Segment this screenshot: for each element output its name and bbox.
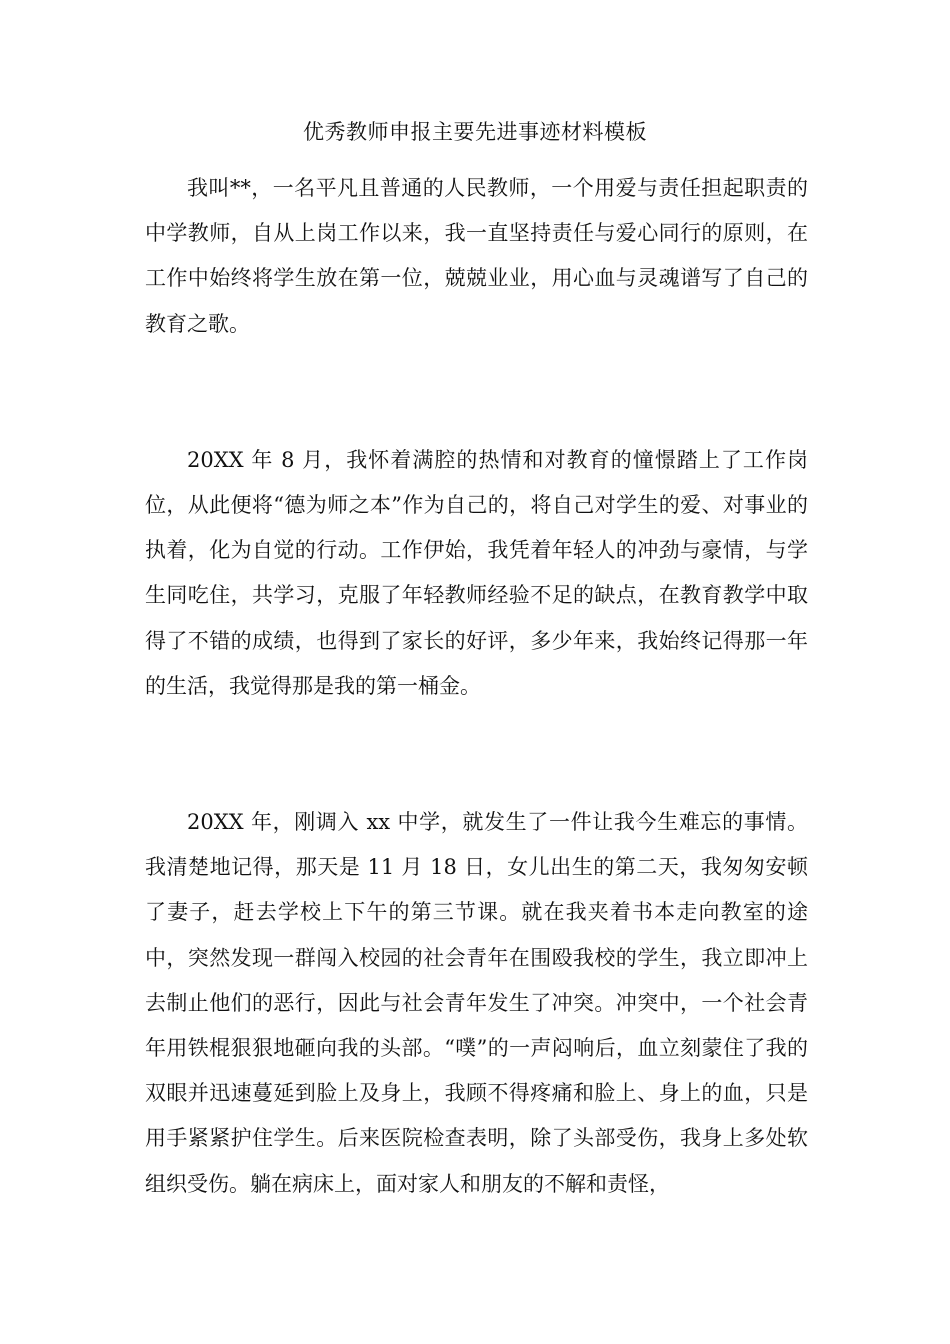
- paragraph-intro: 我叫**，一名平凡且普通的人民教师，一个用爱与责任担起职责的中学教师，自从上岗工作以来，我一直坚持责任与爱心同行的原则，在工作中始终将学生放在第一位，兢兢业业，用心血与灵魂谱写了自己的教育之歌。: [145, 176, 808, 336]
- paragraph-spacer: [145, 347, 808, 438]
- paragraph-spacer: [145, 709, 808, 800]
- document-body: [145, 166, 808, 1207]
- paragraph-first-job: 20XX 年 8 月，我怀着满腔的热情和对教育的憧憬踏上了工作岗位，从此便将“德为师之本”作为自己的，将自己对学生的爱、对事业的执着，化为自觉的行动。工作伊始，我凭着年轻人的冲劲与豪情，与学生同吃住，共学习，克服了年轻教师经验不足的缺点，在教育教学中取得了不错的成绩，也得到了家长的好评，多少年来，我始终记得那一年的生活，我觉得那是我的第一桶金。: [145, 447, 808, 698]
- paragraph-incident: 20XX 年，刚调入 xx 中学，就发生了一件让我今生难忘的事情。我清楚地记得，那天是 11 月 18 日，女儿出生的第二天，我匆匆安顿了妻子，赶去学校上下午的第三节课。就在我夹着书本走向教室的途中，突然发现一群闯入校园的社会青年在围殴我校的学生，我立即冲上去制止他们的恶行，因此与社会青年发生了冲突。冲突中，一个社会青年用铁棍狠狠地砸向我的头部。“噗”的一声闷响后，血立刻蒙住了我的双眼并迅速蔓延到脸上及身上，我顾不得疼痛和脸上、身上的血，只是用手紧紧护住学生。后来医院检查表明，除了头部受伤，我身上多处软组织受伤。躺在病床上，面对家人和朋友的不解和责怪，: [145, 810, 808, 1196]
- document-title: 优秀教师申报主要先进事迹材料模板: [303, 120, 647, 144]
